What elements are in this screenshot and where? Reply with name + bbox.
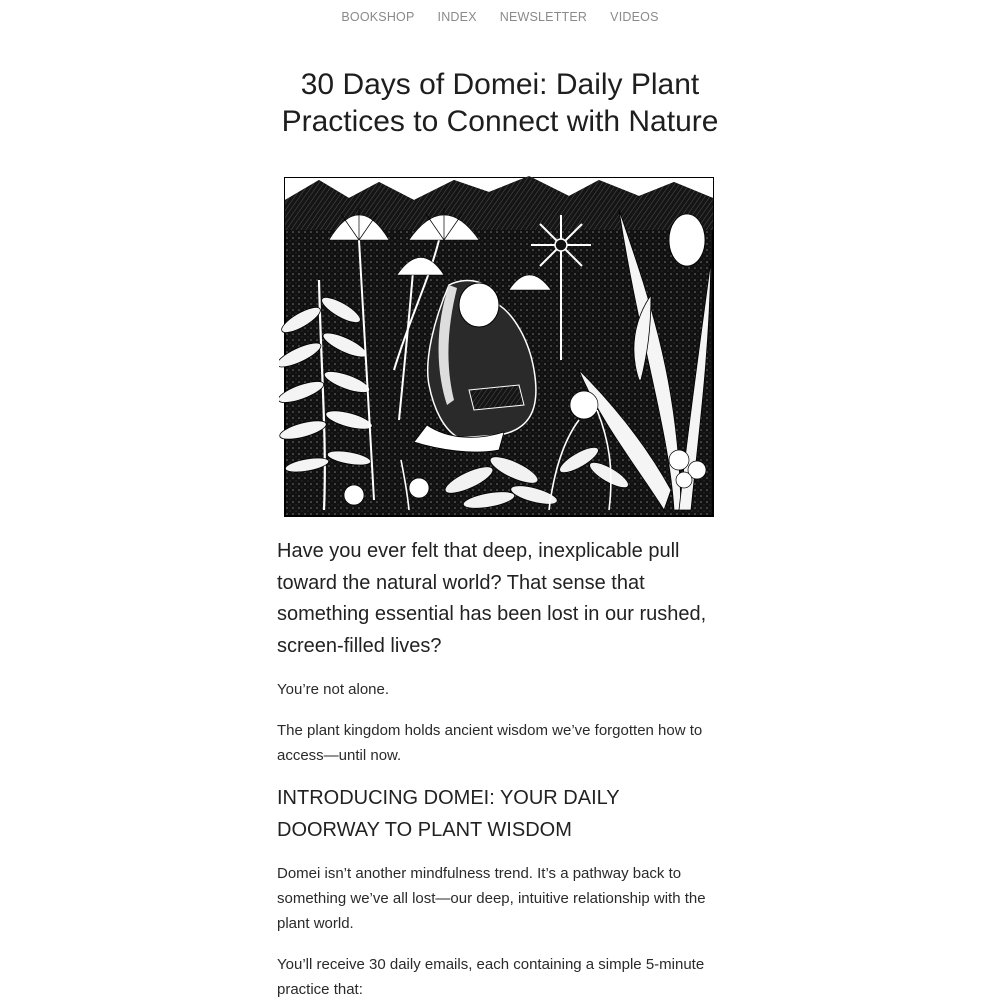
section-heading: INTRODUCING DOMEI: YOUR DAILY DOORWAY TO PLANT WISDOM bbox=[277, 787, 620, 841]
hero-illustration-svg bbox=[279, 170, 721, 522]
nav-link-bookshop[interactable]: BOOKSHOP bbox=[341, 10, 415, 24]
top-nav bbox=[0, 10, 1000, 24]
article-lede: Have you ever felt that deep, inexplicable pull toward the natural world? That sense that something essential has been lost in our rushed, screen-filled lives? bbox=[277, 540, 707, 657]
nav-link-newsletter[interactable]: NEWSLETTER bbox=[499, 10, 588, 24]
nav-link-index[interactable]: INDEX bbox=[437, 10, 477, 24]
article-paragraph-4: You’ll receive 30 daily emails, each containing a simple 5-minute practice that: bbox=[277, 956, 705, 998]
article-paragraph-3: Domei isn’t another mindfulness trend. It’s a pathway back to something we’ve all lost—our deep, intuitive relationship with the plant world. bbox=[277, 865, 706, 932]
page-title: 30 Days of Domei: Daily Plant Practices to Connect with Nature bbox=[281, 68, 719, 138]
article-paragraph-1: You’re not alone. bbox=[277, 681, 390, 698]
nav-link-videos[interactable]: VIDEOS bbox=[610, 10, 659, 24]
hero-illustration bbox=[279, 170, 721, 522]
article-paragraph-2: The plant kingdom holds ancient wisdom we’ve forgotten how to access—until now. bbox=[277, 722, 703, 764]
